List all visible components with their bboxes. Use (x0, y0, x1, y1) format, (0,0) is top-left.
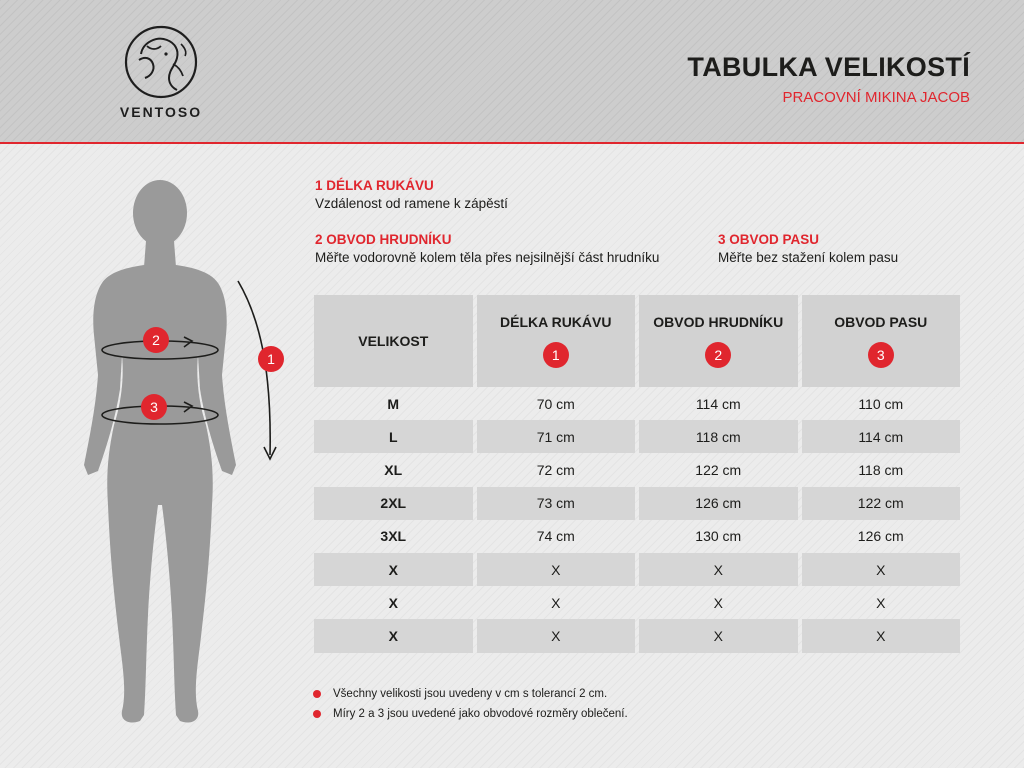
measurement-cell: 70 cm (536, 395, 575, 412)
measurement-cell: X (639, 619, 798, 652)
measurement-cell: 130 cm (695, 528, 742, 545)
marker-1-badge (258, 346, 284, 372)
page-title: TABULKA VELIKOSTÍ (687, 52, 970, 82)
legend-chest (315, 232, 659, 265)
table-row (314, 387, 960, 420)
size-table (310, 295, 964, 653)
legend-chest-heading: 2 OBVOD HRUDNÍKU (315, 232, 452, 247)
measurement-cell: 122 cm (802, 487, 961, 520)
marker-3-label: 3 (150, 399, 158, 415)
legend-waist-desc: Měřte bez stažení kolem pasu (718, 250, 899, 265)
table-row (314, 453, 960, 486)
header-waist (802, 295, 961, 387)
size-cell: 3XL (380, 528, 407, 545)
measurement-cell: X (477, 619, 636, 652)
measurement-cell: 71 cm (477, 420, 636, 453)
legend-chest-desc: Měřte vodorovně kolem těla přes nejsilnější část hrudníku (315, 250, 660, 265)
size-table-header-row (314, 295, 960, 387)
measurement-cell: X (802, 619, 961, 652)
header-size (314, 295, 473, 387)
body-silhouette-icon (84, 180, 236, 723)
size-cell: X (314, 619, 473, 652)
header-chest (639, 295, 798, 387)
header-chest-badge: 2 (705, 342, 731, 368)
footnote (313, 688, 628, 700)
size-cell: 2XL (314, 487, 473, 520)
brand-name: VENTOSO (119, 104, 203, 120)
header-waist-label: OBVOD PASU (834, 314, 928, 330)
measurement-cell: X (713, 594, 723, 611)
measurement-cell: X (477, 553, 636, 586)
size-cell: X (388, 594, 398, 611)
brand-logo (118, 24, 204, 120)
measurement-cell: 72 cm (536, 461, 575, 478)
measurement-cell: 122 cm (695, 461, 742, 478)
header-waist-badge: 3 (868, 342, 894, 368)
marker-1-label: 1 (267, 351, 275, 367)
footnote-text: Všechny velikosti jsou uvedeny v cm s tolerancí 2 cm. (333, 688, 608, 700)
header-banner (0, 0, 1024, 144)
measurement-cell: X (876, 594, 886, 611)
size-cell: M (387, 395, 400, 412)
legend-sleeve (315, 178, 508, 211)
table-row (314, 487, 960, 520)
measurement-cell: 118 cm (639, 420, 798, 453)
header-size-label: VELIKOST (358, 333, 429, 349)
measurement-cell: 73 cm (477, 487, 636, 520)
marker-2-label: 2 (152, 332, 160, 348)
legend-waist (718, 232, 898, 265)
footnote-text: Míry 2 a 3 jsou uvedené jako obvodové rozměry oblečení. (333, 708, 628, 720)
measurement-cell: 114 cm (802, 420, 961, 453)
measurement-cell: 74 cm (536, 528, 575, 545)
measurement-cell: 126 cm (639, 487, 798, 520)
legend-sleeve-heading: 1 DÉLKA RUKÁVU (315, 178, 434, 193)
legend-waist-heading: 3 OBVOD PASU (718, 232, 820, 247)
marker-2-badge (143, 327, 169, 353)
page-subtitle: PRACOVNÍ MIKINA JACOB (782, 89, 970, 106)
table-row (314, 420, 960, 453)
measurement-cell: 118 cm (858, 461, 904, 478)
measurement-cell: 114 cm (695, 395, 741, 412)
table-row (314, 586, 960, 619)
table-row (314, 553, 960, 586)
title-block (687, 52, 970, 106)
size-cell: L (314, 420, 473, 453)
measurement-cell: X (639, 553, 798, 586)
logo-emblem-icon (123, 24, 199, 100)
footnotes (313, 688, 628, 728)
size-cell: X (314, 553, 473, 586)
bullet-dot-icon (313, 690, 321, 698)
body-silhouette-figure (40, 175, 290, 755)
table-row (314, 520, 960, 553)
size-cell: XL (384, 461, 403, 478)
measurement-cell: X (551, 594, 561, 611)
header-sleeve-badge: 1 (543, 342, 569, 368)
measurement-cell: X (802, 553, 961, 586)
size-table-body (314, 387, 960, 653)
header-sleeve-length (477, 295, 636, 387)
table-row (314, 619, 960, 652)
measurement-cell: 126 cm (857, 528, 904, 545)
bullet-dot-icon (313, 710, 321, 718)
legend-sleeve-desc: Vzdálenost od ramene k zápěstí (315, 196, 508, 211)
header-chest-label: OBVOD HRUDNÍKU (653, 314, 784, 330)
measurement-cell: 110 cm (858, 395, 904, 412)
header-sleeve-label: DÉLKA RUKÁVU (500, 314, 612, 330)
footnote (313, 708, 628, 720)
marker-3-badge (141, 394, 167, 420)
